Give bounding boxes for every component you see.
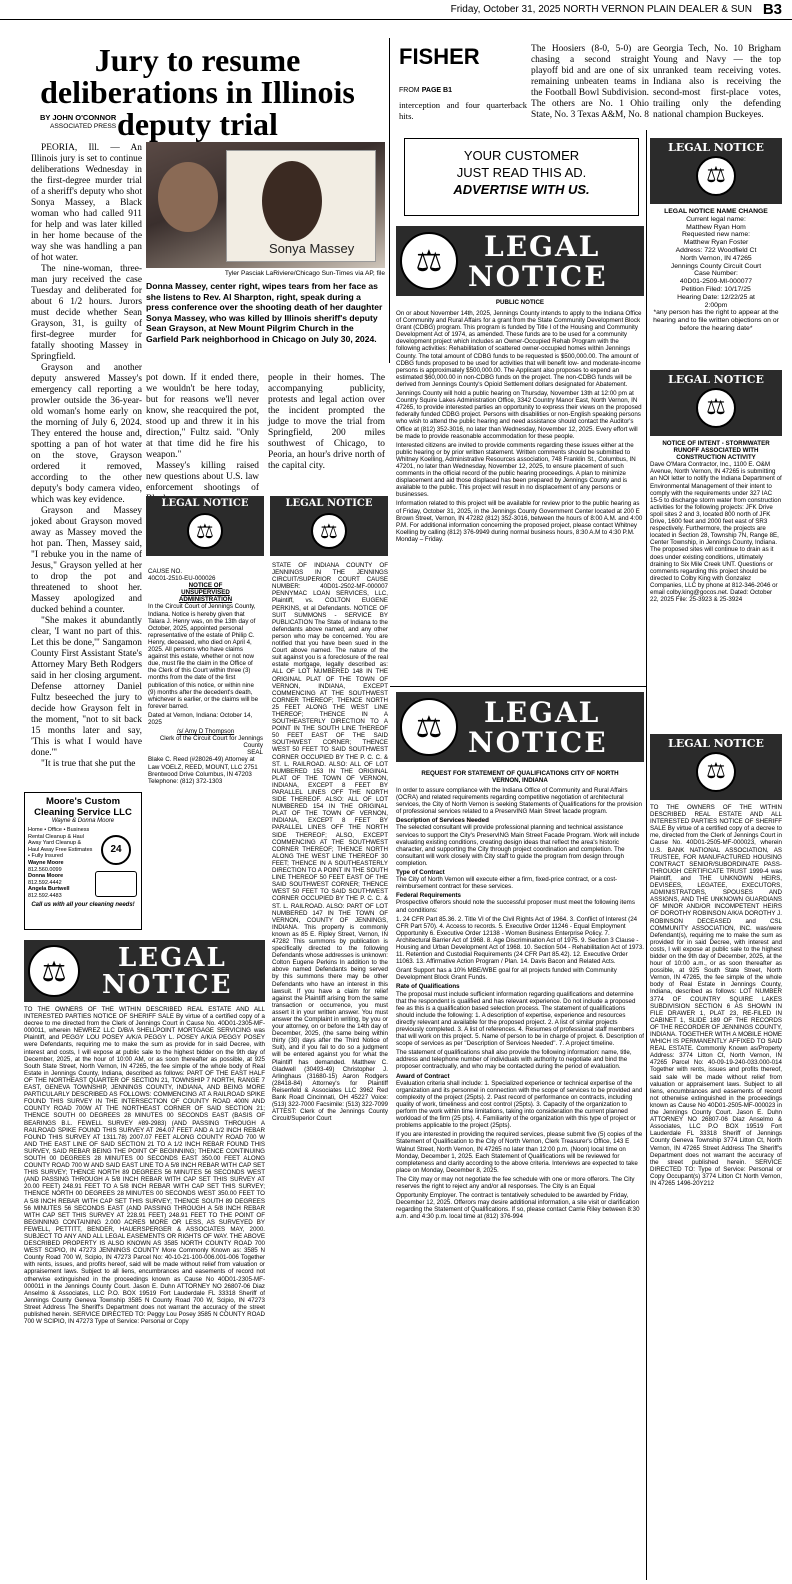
lead-column-2 xyxy=(146,373,259,493)
contact-phone: 812.592.4442 xyxy=(28,879,62,886)
lead-paragraph: The nine-woman, three-man jury received the case Tuesday and deliberated for about 6 1/2 hours. Jurors must decide whether Sean Grayson, 31, is guilty of first-degree murder for fatally shooting Massey in Springfield. xyxy=(31,264,142,362)
legal-word: LEGAL xyxy=(484,230,601,263)
name-change-line: Jennings County Circuit Court xyxy=(670,262,762,270)
rfq-subheading: Description of Services Needed xyxy=(396,817,489,825)
rfq-paragraph: Prospective offerors should note the successful proposer must meet the following items and conditions: xyxy=(396,899,635,914)
legal-notice-seal xyxy=(270,496,388,556)
contact-name: Donna Moore xyxy=(28,873,64,880)
rfq-paragraph: Grant Support has a 10% MBE/WBE goal for all projects funded with Community Development Block Grant Funds. xyxy=(396,967,617,982)
lead-paragraph: people in their homes. The accompanying publicity, protests and legal action over the incident prompted the judge to move the trial from Springfield, 200 miles southwest of Chicago, to Peoria, an hour's drive north of the capital city. xyxy=(268,373,385,471)
notice-paragraph: Jennings County will hold a public hearing on Thursday, November 13th at 12:00 pm at Country Squire Lakes Administration Office, 3342 Country Manor East, North Vernon, IN 47265, to provide interested parties an opportunity to express their views on the proposed federally funded CDBG project. Persons with disabilities or non-English speaking persons who wish to attend the public hearing and need assistance should contact the Auditor's Office at (812) 352-3016, no later than Wednesday, November 12, 2025. Every effort will be made to provide reasonable accommodation for these people. xyxy=(396,390,642,440)
van-icon xyxy=(95,871,137,897)
page-folio xyxy=(0,0,792,20)
unsupervised-administration-notice xyxy=(148,568,263,876)
rfq-paragraph: In order to assure compliance with the Indiana Office of Community and Rural Affairs (OCRA) and related requirements regarding competitive negotiation of architectural services, the City of North Vernon is seeking Statements of Qualifications for the provision of professional services related to a PreservING Main Street facade program. xyxy=(396,787,642,816)
legal-word: LEGAL xyxy=(118,943,227,973)
rfq-subheading: Award of Contract xyxy=(396,1072,450,1080)
rfq-paragraph: The City may or may not negotiate the fee schedule with one or more offerors. The City reserves the right to reject any and/or all responses. The City is an Equal xyxy=(396,1175,635,1190)
rfq-paragraph: The statement of qualifications shall also provide the following information: name, title, address and telephone number of individuals with authority to negotiate and bind the proposer contractually, and who may be contacted during the period of evaluation. xyxy=(396,1049,632,1071)
contact-name: Angela Burtwell xyxy=(28,886,70,893)
seal-text: LEGAL NOTICE xyxy=(668,373,764,386)
scales-of-justice-icon: ⚖ xyxy=(28,945,80,997)
name-change-line: 2:00pm xyxy=(704,301,728,309)
column-divider xyxy=(389,38,390,363)
cleaning-ad-tagline: Call us with all your cleaning needs! xyxy=(31,901,135,908)
name-change-line: North Vernon, IN 47265 xyxy=(680,254,752,262)
unsupervised-body: In the Circuit Court of Jennings County, Indiana. Notice is hereby given that Talara J. Henry was, on the 13th day of October, 2025, appointed personal representative of the estate of Philip C. Henry, deceased, who died on April 4, 2025. All persons who have claims against this estate, whether or not now due, must file the claim in the Office of the Clerk of this Court within three (3) months from the date of the first publication of this notice, or within nine (9) months after the decedent's death, whichever is earlier, or the claims will be forever barred. xyxy=(148,603,259,710)
seal-text: LEGAL NOTICE xyxy=(285,498,373,509)
house-ad-line-3: ADVERTISE WITH US. xyxy=(453,182,590,197)
sheriff-sale-notice-1: TO THE OWNERS OF THE WITHIN DESCRIBED REAL ESTATE AND ALL INTERESTED PARTIES NOTICE OF SHERIFF SALE By virtue of a certified copy of a decree to me directed from the Clerk of Jennings Court in Cause No. 40D01-2305-MF-000011, wherein NEWREZ LLC D/B/A SHELLPOINT MORTGAGE SERVICING was Plaintiff, and PEGGY LOU POSEY A/K/A PEGGY L. POSEY A/K/A PEGGY POSEY were Defendants, requiring me to make the sum as provide for in said Decree, with interest and costs, I will expose at public sale to the highest bidder on the 9th day of December, 2025, at the hour of 10:00 AM, or as soon thereafter as possible, at 925 South State Street, North Vernon, IN 47265, the fee simple of the whole body of Real Estate in Jennings County, Indiana, described as follows: PART OF THE EAST HALF OF THE NORTHEAST QUARTER OF SECTION 21, TOWNSHIP 7 NORTH, RANGE 7 EAST, GENEVA TOWNSHIP, JENNINGS COUNTY, INDIANA, AND BEING MORE PARTICULARLY DESCRIBED AS FOLLOWS: COMMENCING AT A RAILROAD SPIKE FOUND THIS SURVEY IN THE INTERSECTION OF COUNTY ROAD 400N AND COUNTY ROAD 700W AT THE NORTHEAST CORNER OF SAID SECTION 21; THENCE SOUTH 00 DEGREES 28 MINUTES 00 SECONDS EAST (BASIS OF BEARINGS B.L. FEWELL SURVEY #89-2983) (AND PASSING THROUGH A RAILROAD SPIKE FOUND THIS SURVEY AT 264.07 FEET AND A 1/2 INCH REBAR FOUND THIS SURVEY AT 1311.78) 2007.07 FEET ALONG COUNTY ROAD 700 W AND THE EAST LINE OF SAID SECTION 21 TO A 1/2 INCH REBAR FOUND THIS SURVEY, SAID REBAR BEING THE POINT OF BEGINNING; THENCE CONTINUING SOUTH 00 DEGREES 28 MINUTES 00 SECONDS EAST 350.00 FEET ALONG COUNTY ROAD 700 W AND SAID EAST LINE TO A 5/8 INCH REBAR WITH CAP SET THIS SURVEY; THENCE NORTH 89 DEGREES 56 MINUTES 56 SECONDS WEST (AND PASSING THROUGH A 5/8 INCH REBAR WITH CAP SET THIS SURVEY AT 20.00 FEET) 248.91 FEET TO A 5/8 INCH REBAR WITH CAP SET THIS SURVEY; THENCE NORTH 00 DEGREES 28 MINUTES 00 SECONDS WEST 350.00 FEET TO A 5/8 INCH REBAR WITH CAP SET THIS SURVEY; THENCE SOUTH 89 DEGREES 56 MINUTES 56 SECONDS EAST (AND PASSING THROUGH A 5/8 INCH REBAR WITH CAP SET THIS SURVEY AT 228.91 FEET) 248.91 FEET TO THE POINT OF BEGINNING CONTAINING 2.000 ACRES MORE OR LESS, AS SURVEYED BY FEWELL, PETTITT, BENDER, HAUERSPERGER & ASSOCIATES MAY, 2000. SUBJECT TO ANY AND ALL LEGAL EASEMENTS OR RIGHTS OF WAY. THE ABOVE DESCRIBED PROPERTY IS ALSO KNOWN AS 3585 NORTH COUNTY ROAD 700 WEST SCIPIO, IN 47273 JENNINGS COUNTY More Commonly Known as: 3585 N County Road 700 W, Scipio, IN 47273 Parcel No: 40-10-21-100-006.001-006 Together with rents, issues, and profits hereof, said will be made without relief from valuation or appraisement laws. Subject to all liens, encumbrances and easements of record not otherwise extinguished in the proceedings known as Cause No 40D01-2305-MF-000011 in the Jennings County Court. Jason E. Duhn ATTORNEY NO 26807-06 Diaz Anselmo & Associates, LLC P.O. BOX 19519 Fort Lauderdale FL 33318 Sheriff of Jennings County Geneva Township 3585 N County Road 700 W, Scipio, IN 47273 Street Address The Sheriff's Department does not warrant the accuracy of the street published herein. SERVICE DIRECTED TO: Peggy Lou Posey 3585 N COUNTY ROAD 700 W SCIPIO, IN 47273 Type of Service: Personal or Copy xyxy=(24,1006,265,1326)
fisher-column-1 xyxy=(399,84,527,122)
rfq-paragraph: The proposal must include sufficient information regarding qualifications and determine that the respondent is qualified and has relevant experience. Do not include a proposed fee as this is a qualification based selection process. The statement of qualifications should include the following: 1. A description of expertise, experience and resources directly relevant and available for the proposed project. 2. A list of similar projects previously completed. 3. A list of references. 4. Resumes of professional staff members that will work on this project. 5. Name of person to be in charge of project. 6. Description of scope of services as per "Description of Services Needed". 7. A project timeline. xyxy=(396,990,644,1048)
rfq-notice xyxy=(396,787,644,1577)
scales-of-justice-icon: ⚖ xyxy=(696,752,736,792)
legal-notice-seal xyxy=(650,734,782,800)
section-divider xyxy=(390,686,646,687)
rfq-subheading: Rate of Qualifications xyxy=(396,983,460,991)
lead-column-3 xyxy=(268,373,385,471)
cause-label: CAUSE NO. xyxy=(148,568,183,575)
lead-paragraph: pot down. If it ended there, we wouldn't be here today, but for reasons we'll never know, she reacquired the pot, stood up and threw it in his direction," Fultz said. "Only at that time did he fire his weapon." xyxy=(146,373,259,460)
lead-photo xyxy=(146,142,385,268)
cleaning-ad-services: Home • Office • Business Rental Cleanup & Haul Away Yard Cleanup & Haul Away Free Estimates • Fully Insured xyxy=(28,827,93,860)
rfq-paragraph: The selected consultant will provide professional planning and technical assistance services to support the City's PreservING Main Street Facade Program. Work will include evaluating existing conditions, creating design ideas that reflect the area's historic character, and supporting the City through project coordination and completion. The consultant will work closely with City staff to guide the program from design through completion. xyxy=(396,824,640,867)
legal-notice-banner xyxy=(396,226,644,296)
fisher-from-label: FROM xyxy=(399,87,420,94)
byline-agency: ASSOCIATED PRESS xyxy=(50,123,117,130)
contact-phone: 812.592.4483 xyxy=(28,892,62,899)
lead-column-1 xyxy=(31,143,142,783)
notice-word: NOTICE xyxy=(468,726,608,759)
notice-paragraph: Interested citizens are invited to provide comments regarding these issues either at the public hearing or by prior written statement. Written comments should be submitted to Whitney Koelling, Administrative Resources association, 748 Franklin St., Columbus, IN 47201, no later than Wednesday, November 12, 2025, to ensure placement of such comments in the official record of the public hearing proceedings. A plan to minimize displacement and aid those displaced has been prepared by Jennings County and is available to the public. This project will result in no displacement of any persons or businesses. xyxy=(396,441,636,499)
rfq-paragraph: If you are interested in providing the required services, please submit five (5) copies of the Statement of Qualification to the City of North Vernon, Clerk Treasurer's Office, 143 E Walnut Street, North Vernon, IN 47265 no later than 12:00 p.m. (Noon) local time on Monday, December 1, 2025. Each Statement of Qualifications will be reviewed for completeness and clarity according to the above criteria. Interviews are expected to take place on Monday, December 8, 2025. xyxy=(396,1131,643,1174)
notice-paragraph: Information related to this project will be available for review prior to the public hearing as of Friday, October 31, 2025, in the Jennings County Government Center located at 200 E Brown Street, Vernon, IN 47282 (812) 352-3016, between the hours of 8:00 A.M. and 4:00 P.M. For additional information concerning the proposed project, please contact Whitney Koelling by calling (812) 376-9949 during normal business hours, 8:30 A.M to 4:30 P.M. Monday – Friday. xyxy=(396,500,643,543)
photo-credit: Tyler Pasciak LaRiviere/Chicago Sun-Times via AP, file xyxy=(224,270,385,277)
dated-line: Dated at Vernon, Indiana: October 14, 2025 xyxy=(148,711,253,726)
lead-headline: Jury to resume deliberations in Illinois deputy trial xyxy=(40,42,355,142)
rfq-subheading: Type of Contract xyxy=(396,869,445,877)
name-change-line: *any person has the right to appear at the hearing and to file written objections on or before the hearing date* xyxy=(653,309,779,332)
name-change-line: Case Number: xyxy=(694,270,738,278)
public-notice-body xyxy=(396,310,644,682)
notice-word: NOTICE xyxy=(468,260,608,293)
rfq-paragraph: 1. 24 CFR Part 85.36. 2. Title VI of the Civil Rights Act of 1964. 3. Conflict of Interest (24 CFR Part 570). 4. Access to records. 5. Executive Order 11246 - Equal Employment Opportunity 6. Executive Order 12138 - Women Business Enterprise Policy. 7. Architectural Barrier Act of 1968. 8. Age Discrimination Act of 1975. 9. Section 3 Clause - Housing and Urban Development Act of 1968. 10. Section 504 - Rehabilitation Act of 1973. 11. Retention and Custodial Requirements (24 CFR Part 85.42). 12. Executive Order 11063. 13. Affirmative Action Program / Plan. 14. Davis Bacon and Related Acts. xyxy=(396,915,645,966)
clock-icon xyxy=(93,827,139,900)
name-change-line: Hearing Date: 12/22/25 at xyxy=(677,293,755,301)
attorney-block: Blake C. Reed (#28026-49) Attorney at Law VOELZ, REED, MOUNT, LLC 2751 Brentwood Drive Columbus, IN 47203 Telephone: (812) 372-1303 xyxy=(148,756,258,785)
legal-notice-seal xyxy=(650,370,782,436)
rfq-paragraph: Evaluation criteria shall include: 1. Specialized experience or technical expertise of the organization and its personnel in connection with the scope of services to be provided and complexity of the project (25pts). 2. Past record of performance on contracts, including quality of work, timeliness and cost control (25pts). 3. Capacity of the organization to perform the work within time limitations, taking into consideration the current planned workload of the firm (25 pts). 4. Familiarity of the organization with this type of project or problems applicable to the project (25pts). xyxy=(396,1079,643,1130)
cause-number: 40C01-2510-EU-000026 xyxy=(148,575,216,583)
name-change-line: Matthew Ryan Foster xyxy=(683,239,749,247)
name-change-line: 40D01-2509-MI-000077 xyxy=(679,278,753,286)
photo-caption: Donna Massey, center right, wipes tears from her face as she listens to Rev. Al Sharpton, right, speak during a press conference over the shooting death of her daughter Sonya Massey, who was killed by Illinois sheriff's deputy Sean Grayson, at New Mount Pilgrim Church in the Garfield Park neighborhood in Chicago on July 30, 2024. xyxy=(146,281,383,344)
stormwater-heading: NOTICE OF INTENT - STORMWATER RUNOFF ASSOCIATED WITH CONSTRUCTION ACTIVITY xyxy=(662,440,770,462)
public-notice-heading: PUBLIC NOTICE xyxy=(495,299,545,306)
sheriff-sale-notice-2: TO THE OWNERS OF THE WITHIN DESCRIBED REAL ESTATE AND ALL INTERESTED PARTIES NOTICE OF SHERIFF SALE By virtue of a certified copy of a decree to me, directed from the Clerk of Jennings Court in Cause No. 40D01-2505-MF-000023, wherein U.S. BANK NATIONAL ASSOCIATION, AS TRUSTEE, FOR MANUFACTURED HOUSING CONTRACT SENIOR/SUBORDINATE PASS-THROUGH CERTIFICATE TRUST 1999-4 was Plaintiff, and THE UNKNOWN HEIRS, DEVISEES, LEGATEE, EXECUTORS, ADMINISTRATORS, SPOUSES AND ASSIGNS, AND THE UNKNOWN GUARDIANS OF MINOR AND/OR INCOMPETENT HEIRS OF DOROTHY ROBINSON A/K/A DOROTHY J. ROBINSON DECEASED and CSL COMMUNITY ASSOCIATION, INC. was/were Defendant(s), requiring me to make the sum as provided for in said Decree, with interest and costs, I will expose at public sale to the highest bidder on the 9th day of December, 2025, at the hour of 10:00 a.m., or as soon thereafter as possible, at 925 South State Street, North Vernon, IN 47265, the fee simple of the whole body of Real Estate in Jennings County, Indiana, described as follows: LOT NUMBER 3774 OF COUNTRY SQUIRE LAKES SUBDIVISION SECTION 6 AS SHOWN IN FILE DRAWER 1, PLAT 23, RE-FILED IN CABINET 1, SLIDE 189 OF THE RECORDS OF THE RECORDER OF JENNINGS COUNTY, INDIANA. TOGETHER WITH A MOBILE HOME WHICH IS PERMANENTLY AFFIXED TO SAID REAL ESTATE. Commonly Known as/Property Address: 3774 Litton Ct, North Vernon, IN 47265 Parcel No: 40-09-19-240-033.000-014 Together with rents, issues and profits thereof, said sale will be made without relief from valuation or appraisement laws. Subject to all liens, encumbrances and easements of record not otherwise extinguished in the proceedings known as Cause No 40D01-2505-MF-000023 in the Jennings County Court. Jason E. Duhn ATTORNEY NO 26807-06 Diaz Anselmo & Associates, LLC P.O BOX 19519 Fort Lauderdale FL 33318 Sheriff of Jennings County Geneva Township 3774 Litton Ct, North Vernon, IN 47265 Street Address The Sheriff's Department does not warrant the accuracy of the street published herein. SERVICE DIRECTED TO: Type of Service: Personal or Copy Occupant(s) 3774 Litton Ct North Vernon, IN 47265 1496-20Y212 xyxy=(650,804,782,1187)
clerk-title: Clerk of the Circuit Court for Jennings County xyxy=(159,735,263,750)
column-divider xyxy=(646,130,647,1580)
stormwater-body: Dave O'Mara Contractor, Inc., 1100 E. O&M Avenue, North Vernon, IN 47265 is submitting an NOI letter to notify the Indiana Department of Environmental Management of their intent to comply with the requirements under 327 IAC 15-5 to discharge storm water from construction activities for the following projects: JFK Drive spoil sites 2 and 3, located 800 north of JFK Drive, 1600 feet and 2000 feet east of SR3 respectively. Furthermore, the projects are located in Section 28, Township 7N, Range 8E, Center Township, in Jennings County, Indiana. The proposed sites will continue to drain as it does under existing conditions, ultimately draining to Six Mile Creek UNT. Questions or comments regarding this project should be directed to Colby King with Gonzalez Companies, LLC by phone at 812-346-2046 or email colby.king@gocos.net. Dated: October 22, 2025 File: 25-3923 & 25-3924 xyxy=(650,461,782,604)
lead-paragraph: Massey's killing raised new questions about U.S. law enforcement shootings of xyxy=(146,461,259,493)
name-change-line: Matthew Ryan Hom xyxy=(686,223,746,231)
seal-text: LEGAL NOTICE xyxy=(668,737,764,750)
house-ad xyxy=(404,138,639,216)
rfq-subheading: Federal Requirements xyxy=(396,892,461,900)
scales-of-justice-icon: ⚖ xyxy=(311,513,347,549)
lead-paragraph: "It is true that she put the xyxy=(41,759,136,769)
folio-page-number: B3 xyxy=(762,1,782,18)
notice-paragraph: On or about November 14th, 2025, Jennings County intends to apply to the Indiana Office of Community and Rural Affairs for a grant from the State Community Development Block Grant (CDBG) program. This program is funded by Title I of the Housing and Community Development Act of 1974, as amended. These funds are to be used for a community development project which includes an Owner-Occupied Rehab Program with the following activities: Rehabilitation of scattered owner-occupied homes within Jennings County. The total amount of CDBG funds to be requested is $500,000.00. The amount of CDBG funds proposed to be used for activities that will benefit low- and moderate-income persons is approximately $500,000.00. The Applicant also proposes to expend an estimated $60,000.00 in non-CDBG funds on the project. The non-CDBG funds will be derived from Jennings County's Opioid Settlement dollars designated for Abatement. xyxy=(396,310,642,388)
scales-of-justice-icon: ⚖ xyxy=(696,156,736,196)
house-ad-line-1: YOUR CUSTOMER xyxy=(463,148,580,163)
folio-date-paper: Friday, October 31, 2025 NORTH VERNON PLAIN DEALER & SUN xyxy=(450,4,752,15)
fisher-jump-title: FISHER xyxy=(399,44,480,69)
legal-notice-banner xyxy=(396,692,644,762)
name-change-line: Petition Filed: 10/17/25 xyxy=(681,285,751,293)
cleaning-ad-title: Moore's Custom Cleaning Service LLC xyxy=(34,796,132,818)
notice-heading: ADMINISTRATION xyxy=(178,596,233,604)
lead-paragraph: "She makes it abundantly clear, 'I want no part of this. Let this be done,'" Sangamon County First Assistant State's Attorney Mary Beth Rodgers said in her closing argument. Defense attorney Daniel Fultz beseeched the jury to decide how Grayson felt in the moment, "not to sit back 15 months later and say, 'This is what I would have done.'" xyxy=(31,616,142,758)
seal-text: LEGAL NOTICE xyxy=(668,141,764,154)
lead-paragraph: Grayson and another deputy answered Massey's emergency call reporting a prowler outside the 36-year-old woman's home early on the morning of July 6, 2024. They entered the house and, spotting a pan of hot water on the stove, Grayson ordered it removed, according to the other deputy's body camera video, which was key evidence. xyxy=(31,363,142,505)
name-change-line: Address: 722 Woodfield Ct xyxy=(675,246,757,254)
legal-notice-banner xyxy=(24,940,265,1002)
legal-notice-seal xyxy=(650,138,782,204)
byline-name: BY JOHN O'CONNOR xyxy=(40,113,117,122)
name-change-heading: LEGAL NOTICE NAME CHANGE xyxy=(664,208,768,215)
legal-notice-seal xyxy=(146,496,264,556)
seal-text: LEGAL NOTICE xyxy=(161,498,249,509)
rfq-paragraph: Opportunity Employer. The contract is tentatively scheduled to be awarded by Friday, December 12, 2025. Offerors may desire additional information, a site visit or clarification regarding the Statement of Qualifications. If so, please contact Carrie Riley between 8:30 a.m. and 4:30 p.m. local time at (812) 376-994 xyxy=(396,1192,640,1221)
scales-of-justice-icon: ⚖ xyxy=(187,513,223,549)
clerk-signature: /s/ Amy D Thompson xyxy=(176,728,235,736)
contact-name: Wayne Moore xyxy=(28,859,64,866)
rfq-heading: REQUEST FOR STATEMENT OF QUALIFICATIONS CITY OF NORTH VERNON, INDIANA xyxy=(421,770,619,785)
notice-heading: NOTICE OF xyxy=(188,582,223,590)
lead-byline xyxy=(40,113,116,122)
fisher-text: interception and four quarterback hits. xyxy=(399,100,527,121)
name-change-line: Requested new name: xyxy=(681,231,750,239)
notice-word: NOTICE xyxy=(102,970,233,1000)
suit-summons-notice: STATE OF INDIANA COUNTY OF JENNINGS IN THE JENNINGS CIRCUIT/SUPERIOR COURT CAUSE NUMBER: 40D01-2502-MF-000007 PENNYMAC LOAN SERVICES, LLC, Plaintiff, vs. COLTON EUGENE PERKINS, et al Defendants. NOTICE OF SUIT SUMMONS - SERVICE BY PUBLICATION The State of Indiana to the defendants above named, and any other person who may be concerned. You are notified that you have been sued in the Court above named. The nature of the suit against you is a foreclosure of the real estate mortgage, legally described as: ALL OF LOT NUMBERED 148 IN THE ORIGINAL PLAT OF THE TOWN OF VERNON, INDIANA, EXCEPT COMMENCING AT THE SOUTHWEST CORNER THEREOF; THENCE NORTH 25 FEET ALONG THE WEST LINE THEREOF; THENCE IN A SOUTHEASTERLY DIRECTION TO A POINT IN THE SOUTH LINE THEREOF 50 FEET EAST OF THE SAID SOUTHWEST CORNER; THENCE WEST 50 FEET TO SAID SOUTHWEST CORNER OCCUPIED BY THE P. C. C. & ST. L. RAILROAD. ALSO: ALL OF LOT NUMBERED 153 IN THE ORIGINAL PLAT OF THE TOWN OF VERNON, INDIANA, EXCEPT 8 FEET BY PARALLEL LINES OFF THE NORTH SIDE THEREOF. ALSO: ALL OF LOT NUMBERED 154 IN THE ORIGINAL PLAT OF THE TOWN OF VERNON, INDIANA, EXCEPT 8 FEET BY PARALLEL LINES OFF THE NORTH SIDE THEREOF; ALSO, EXCEPT COMMENCING AT THE SOUTHWEST CORNER THEREOF; THENCE NORTH ALONG THE WEST LINE THEREOF 30 FEET; THENCE IN A SOUTHEASTERLY DIRECTION TO A POINT IN THE SOUTH LINE THEREOF 50 FEET EAST OF THE SAID SOUTHWEST CORNER; THENCE WEST 50 FEET TO SAID SOUTHWEST CORNER OCCUPIED BY THE P. C. C. & ST. L. RAILROAD. ALSO: PART OF LOT NUMBERED 147 IN THE TOWN OF VERNON, COUNTY OF JENNINGS, INDIANA. This property is commonly known as 85 E. Ripley Street, Vernon, IN 47282 This summons by publication is specifically directed to the following Defendants whose addresses is unknown: Colton Eugene Perkins In addition to the above named Defendants being served by this summons there may be other Defendants who have an interest in this lawsuit. If you have a claim for relief against the Plaintiff arising from the same transaction or occurrence, you must assert it in your written answer. You must answer the Complaint in writing, by you or your attorney, on or before the 14th day of December, 2025, (the same being within thirty (30) days after the Third Notice of Suit), and if you fail to do so a judgment will be entered against you for what the Plaintiff has demanded. Matthew C. Gladwell (30493-49) Christopher J. Arlinghaus (31680-15) Aaron Rodgers (28418-84) Attorney's for Plaintiff Reisenfeld & Associates LLC 3962 Red Bank Road Cincinnati, OH 45227 Voice: (513) 322-7000 Facsimile: (513) 322-7099 ATTEST: Clerk of the Jennings County Circuit/Superior Court xyxy=(272,562,388,1123)
fisher-column-3: Georgia Tech, No. 10 Brigham Young and Navy — the top unranked team receiving votes. Indiana also is receiving the second-most first-place votes, trailing only the defending national champion Buckeyes. xyxy=(653,44,781,120)
photo-sign-text: Sonya Massey xyxy=(269,241,355,256)
house-ad-line-2: JUST READ THIS AD. xyxy=(456,165,587,180)
contact-phone: 812.560.0099 xyxy=(28,866,62,873)
legal-word: LEGAL xyxy=(484,696,601,729)
cleaning-service-ad xyxy=(24,792,142,930)
name-change-line: Current legal name: xyxy=(686,215,746,223)
name-change-notice xyxy=(650,208,782,333)
notice-heading: UNSUPERVISED xyxy=(181,589,230,597)
lead-paragraph: PEORIA, Ill. — An Illinois jury is set to continue deliberations Wednesday in the first-degree murder trial of a sheriff's deputy who shot Sonya Massey, a Black woman who had called 911 for help and was later killed in her home because of the way she was handling a pan of hot water. xyxy=(31,143,142,263)
cleaning-ad-owners: Wayne & Donna Moore xyxy=(51,818,115,824)
seal-label: SEAL xyxy=(247,749,263,757)
scales-of-justice-icon: ⚖ xyxy=(400,232,458,290)
stormwater-notice xyxy=(650,440,782,730)
scales-of-justice-icon: ⚖ xyxy=(400,698,458,756)
fisher-from-page: PAGE B1 xyxy=(421,87,452,94)
fisher-column-2: The Hoosiers (8-0, 5-0) are chasing a second straight playoff bid and are one of six remaining unbeaten teams in the Football Bowl Subdivision. The others are No. 1 Ohio State, No. 3 Texas A&M, No. 8 xyxy=(531,44,649,120)
scales-of-justice-icon: ⚖ xyxy=(696,388,736,428)
lead-paragraph: Grayson and Massey joked about Grayson moved away as Massey moved the hot pan. Then, Massey said, "I rebuke you in the name of Jesus," Grayson yelled at her to drop the pot and threatened to shoot her. Massey apologized and ducked behind a counter. xyxy=(31,506,142,615)
rfq-paragraph: The City of North Vernon will execute either a firm, fixed-price contract, or a cost-reimbursement contract for these services. xyxy=(396,876,618,891)
photo-sign xyxy=(226,150,376,262)
badge-24: 24 xyxy=(101,835,131,865)
